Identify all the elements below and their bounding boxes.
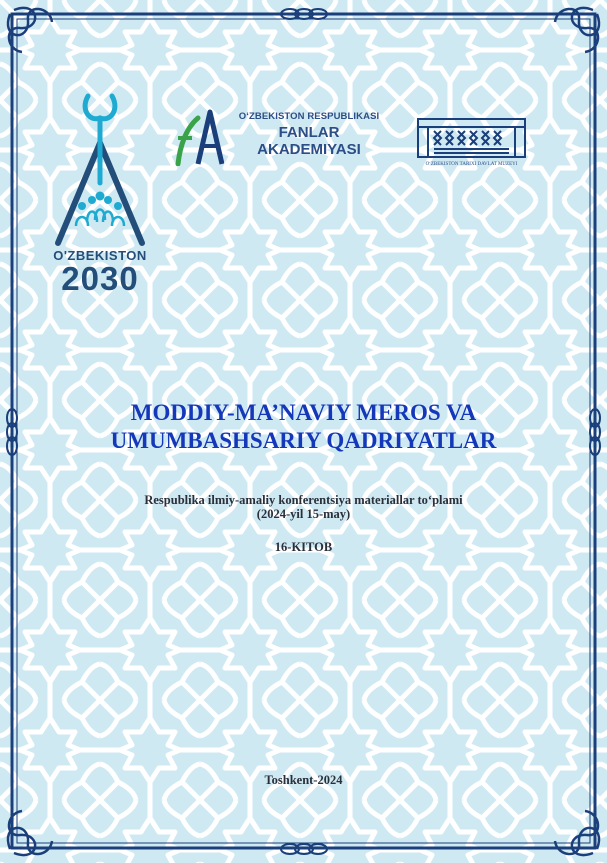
title-line-1: MODDIY-MA’NAVIY MEROS VA — [130, 400, 477, 425]
academy-fanlar: FANLAR — [278, 124, 340, 141]
uzbekistan-2030-logo — [40, 88, 160, 297]
academy-fa-logo-icon — [172, 108, 224, 166]
logo-2030-country: O'ZBEKISTON — [53, 248, 147, 263]
book-number: 16-KITOB — [274, 540, 333, 554]
logo-2030-year: 2030 — [61, 260, 139, 297]
academy-republic: O‘ZBEKISTON RESPUBLIKASI — [238, 111, 380, 122]
city-year: Toshkent-2024 — [264, 773, 343, 787]
subtitle-line-2: (2024-yil 15-may) — [256, 507, 351, 521]
academy-name — [236, 111, 382, 158]
book-subtitle — [40, 493, 567, 521]
book-title — [40, 399, 567, 455]
subtitle-line-1: Respublika ilmiy-amaliy konferentsiya materiallar to‘plami — [144, 493, 463, 507]
museum-caption: O‘ZBEKISTON TARIXI DAVLAT MUZEYI — [425, 162, 518, 167]
history-museum-logo — [414, 113, 529, 173]
uzbekistan-2030-emblem-icon — [40, 88, 160, 248]
museum-building-icon — [414, 113, 529, 161]
title-line-2: UMUMBASHSARIY QADRIYATLAR — [110, 428, 497, 453]
academy-akademiyasi: AKADEMIYASI — [257, 141, 361, 158]
